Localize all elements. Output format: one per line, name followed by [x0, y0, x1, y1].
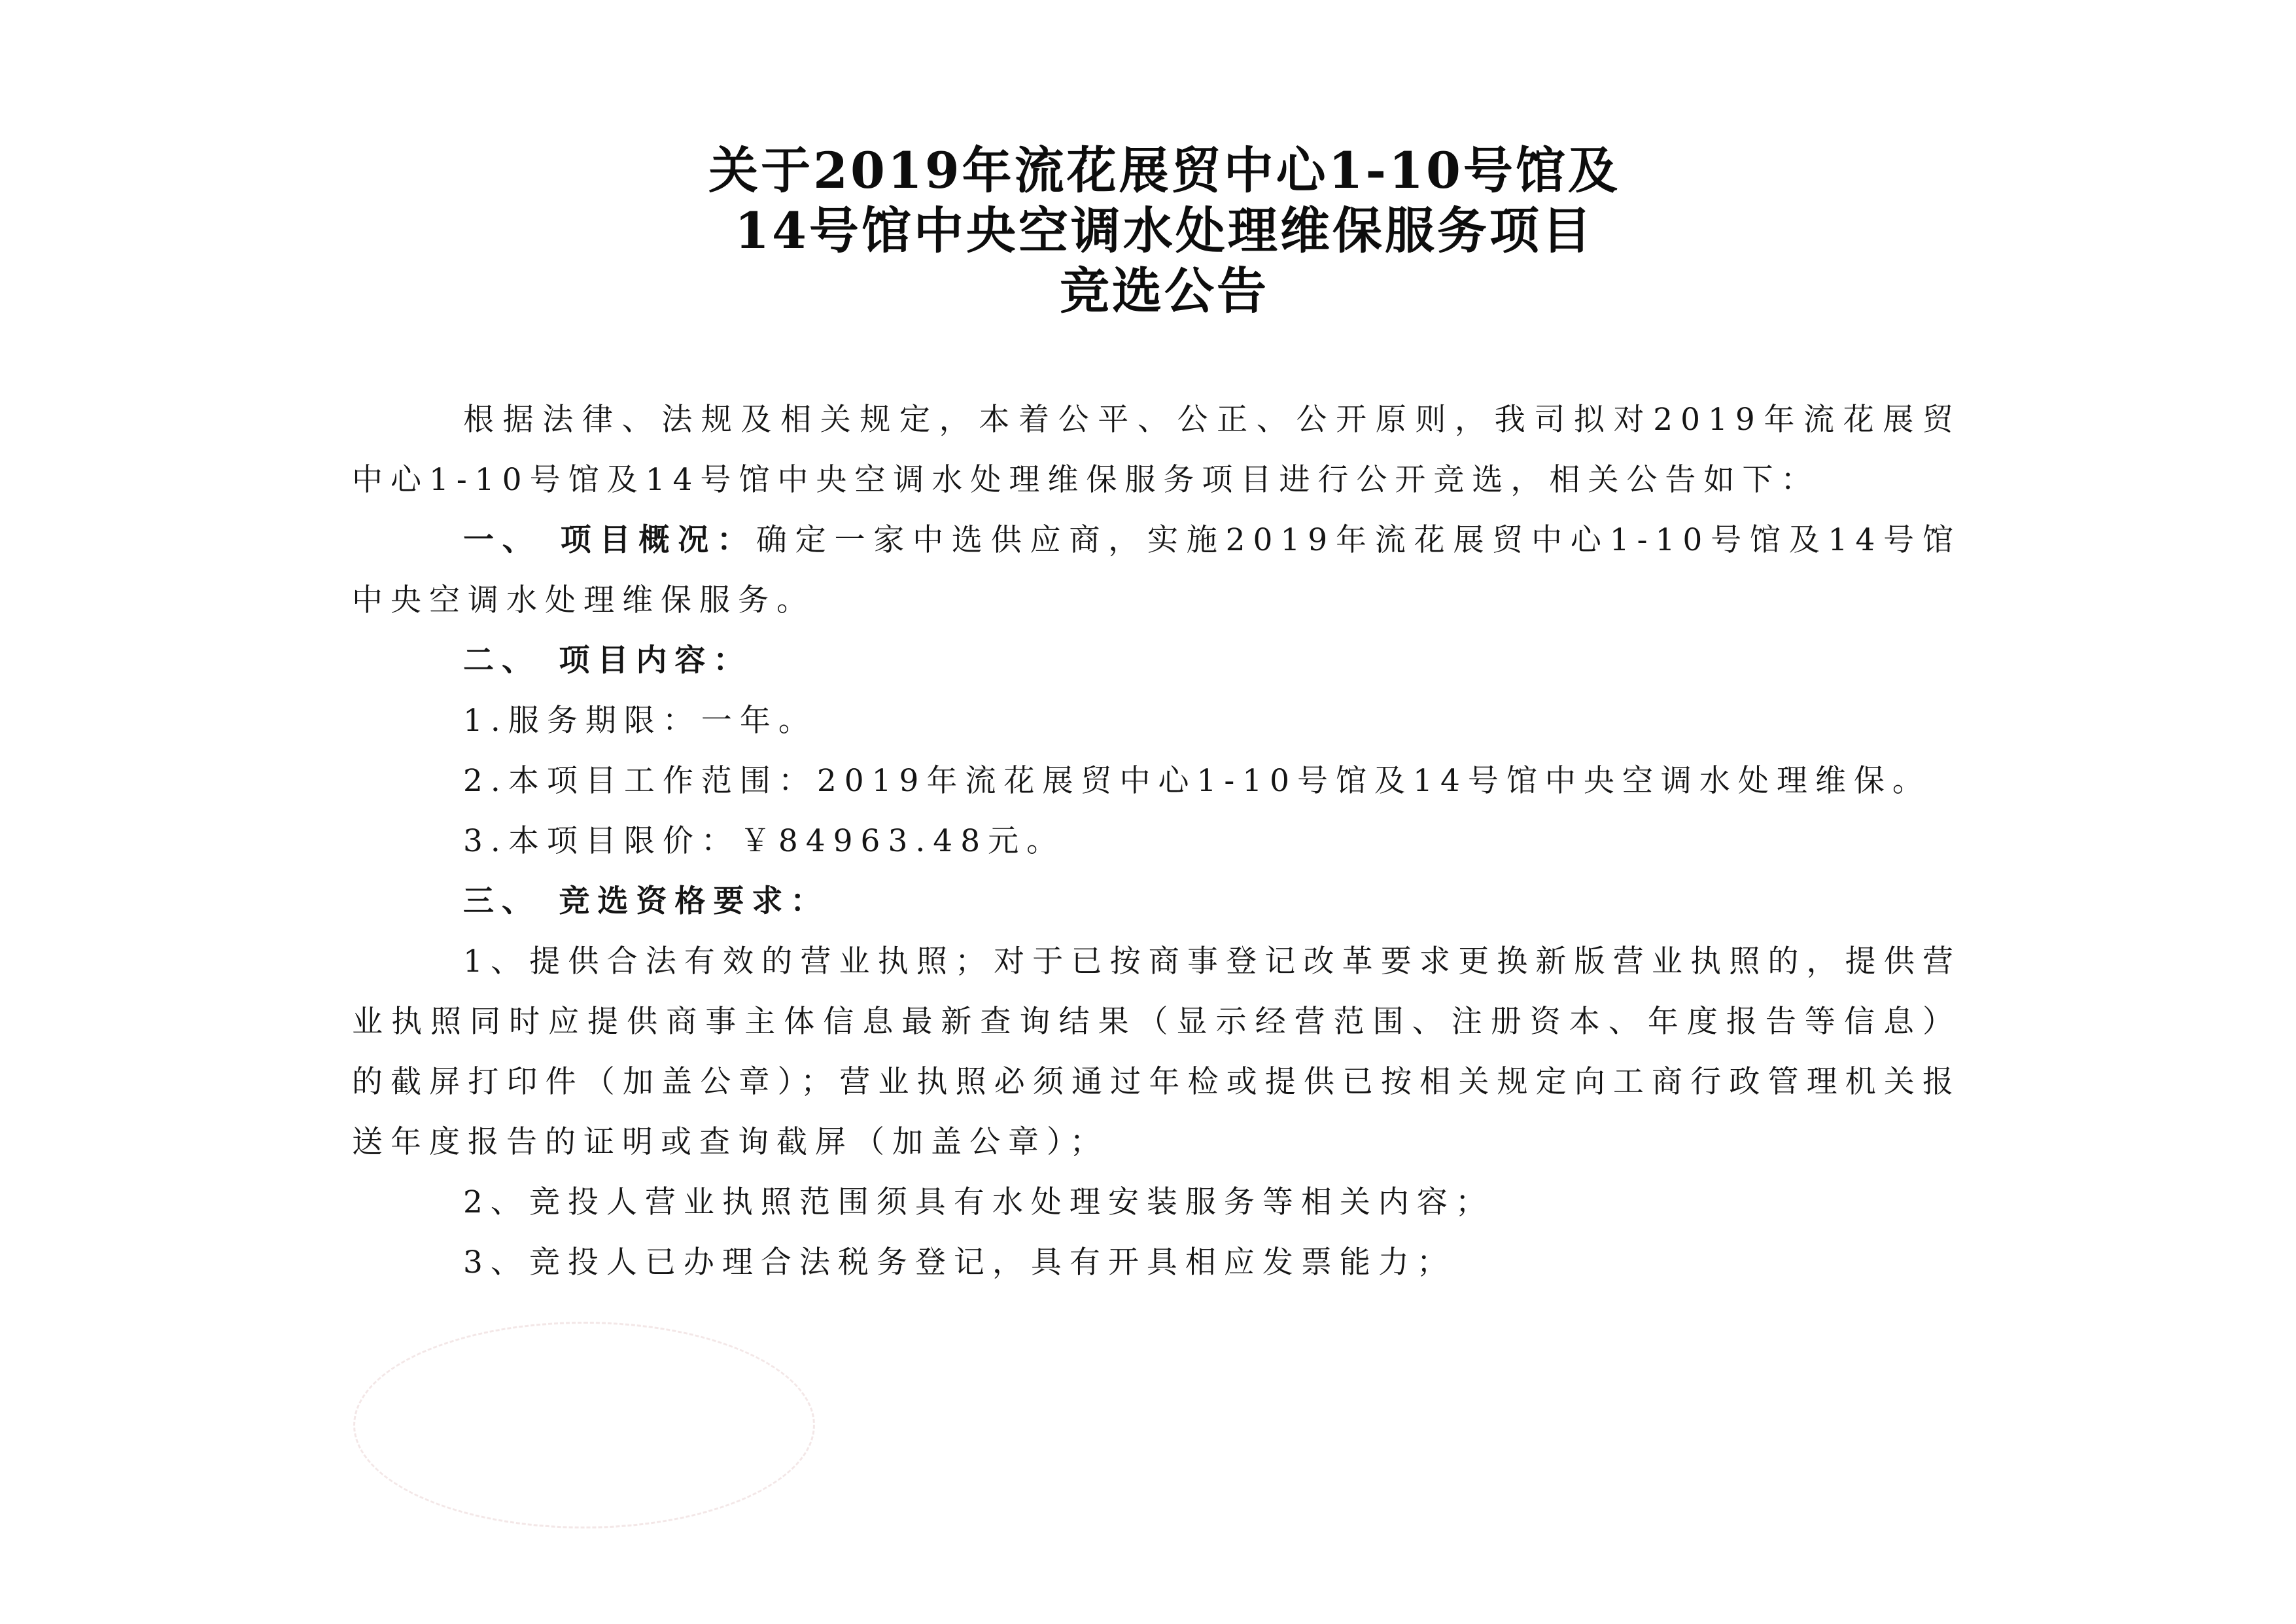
title-line-1: 关于2019年流花展贸中心1-10号馆及: [708, 141, 1620, 200]
section-3-item-3: 3、竞投人已办理合法税务登记，具有开具相应发票能力；: [463, 1244, 1455, 1280]
section-3-item-1: 1、提供合法有效的营业执照；对于已按商事登记改革要求更换新版营业执照的，提供营业执照同时应提供商事主体信息最新查询结果（显示经营范围、注册资本、年度报告等信息）的截屏打印件（加盖公章）；营业执照必须通过年检或提供已按相关规定向工商行政管理机关报送年度报告的证明或查询截屏（加盖公章）；: [352, 944, 1961, 1160]
section-2-item-3: 3.本项目限价：￥84963.48元。: [463, 823, 1066, 859]
section-2-heading: 二、 项目内容：: [463, 643, 752, 679]
section-1-paragraph: [352, 510, 1961, 631]
document-body: [352, 390, 1961, 1293]
document-title: [340, 141, 1989, 321]
title-line-3: 竞选公告: [1060, 262, 1269, 320]
title-line-2: 14号馆中央空调水处理维保服务项目: [735, 202, 1594, 260]
faint-seal-stamp: [353, 1322, 815, 1528]
section-2-item-1: 1.服务期限：一年。: [463, 703, 817, 739]
section-2-item-2: 2.本项目工作范围：2019年流花展贸中心1-10号馆及14号馆中央空调水处理维保。: [463, 763, 1931, 799]
section-3-item-2: 2、竞投人营业执照范围须具有水处理安装服务等相关内容；: [463, 1184, 1494, 1220]
section-1-heading: 一、 项目概况：: [463, 522, 756, 558]
section-3-heading: 三、 竞选资格要求：: [463, 883, 829, 919]
intro-paragraph: 根据法律、法规及相关规定，本着公平、公正、公开原则，我司拟对2019年流花展贸中心1-10号馆及14号馆中央空调水处理维保服务项目进行公开竞选，相关公告如下：: [352, 402, 1961, 498]
section-1-text: 确定一家中选供应商，实施2019年流花展贸中心1-10号馆及14号馆中央空调水处理维保服务。: [352, 522, 1961, 618]
